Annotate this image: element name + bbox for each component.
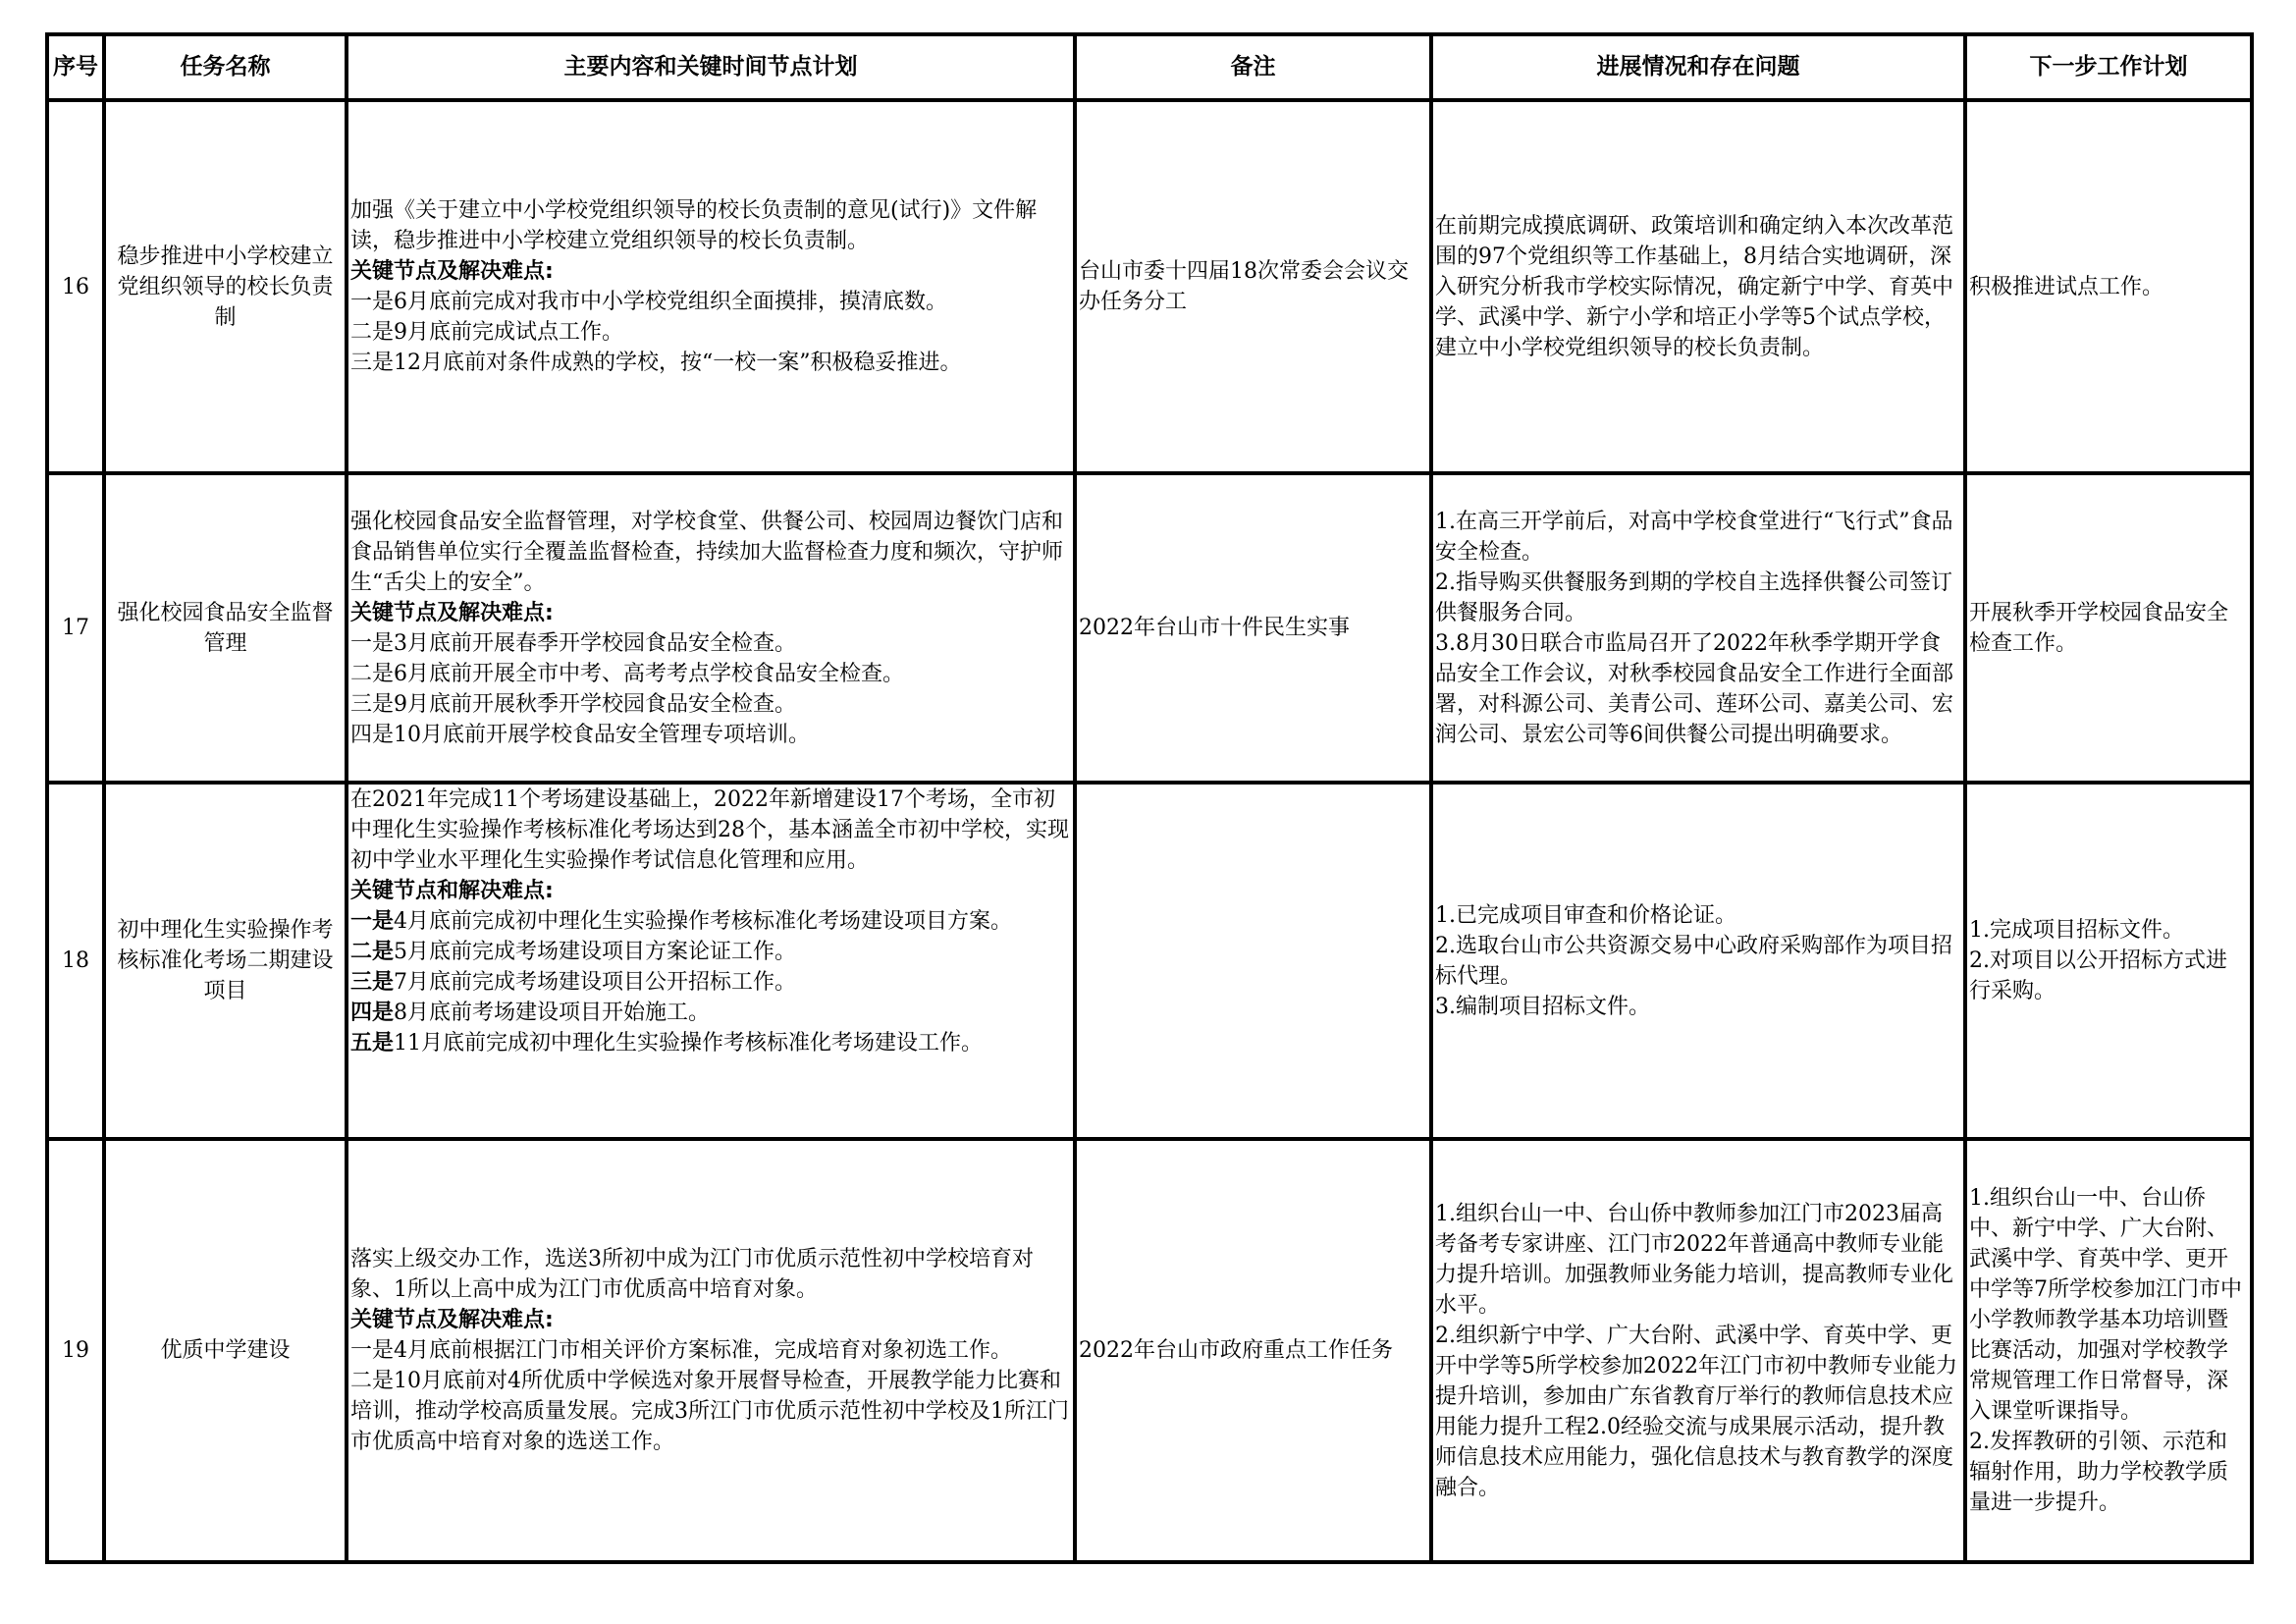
key-point-item: 二是10月底前对4所优质中学候选对象开展督导检查，开展教学能力比赛和培训，推动学校高质量发展。完成3所江门市优质示范性初中学校及1所江门市优质高中培育对象的选送工作。 bbox=[350, 1369, 1069, 1454]
cell-next-plan bbox=[1965, 1139, 2252, 1562]
cell-progress bbox=[1431, 783, 1965, 1139]
cell-next-plan bbox=[1965, 473, 2252, 783]
key-point-prefix: 二是 bbox=[350, 940, 395, 964]
next-plan-item: 积极推进试点工作。 bbox=[1969, 274, 2164, 299]
progress-item: 1.已完成项目审查和价格论证。 bbox=[1435, 902, 1736, 928]
cell-progress bbox=[1431, 473, 1965, 783]
cell-remarks: 2022年台山市十件民生实事 bbox=[1075, 473, 1431, 783]
key-point-prefix: 四是 bbox=[350, 1001, 395, 1025]
next-plan-item: 1.组织台山一中、台山侨中、新宁中学、广大台附、武溪中学、育英中学、更开中学等7所学校参加江门市中小学教师教学基本功培训暨比赛活动，加强对学校教学常规管理工作日常督导，深入课堂听课指导。 bbox=[1969, 1186, 2242, 1424]
cell-seq: 17 bbox=[47, 473, 104, 783]
cell-seq: 19 bbox=[47, 1139, 104, 1562]
key-point-text: 4月底前完成初中理化生实验操作考核标准化考场建设项目方案。 bbox=[394, 909, 1013, 934]
header-row bbox=[47, 34, 2252, 100]
key-point-item: 四是10月底前开展学校食品安全管理专项培训。 bbox=[350, 722, 810, 747]
key-point-text: 11月底前完成初中理化生实验操作考核标准化考场建设工作。 bbox=[394, 1031, 984, 1056]
cell-remarks: 2022年台山市政府重点工作任务 bbox=[1075, 1139, 1431, 1562]
next-plan-item: 2.发挥教研的引领、示范和辐射作用，助力学校教学质量进一步提升。 bbox=[1969, 1430, 2229, 1515]
header-next-plan: 下一步工作计划 bbox=[1965, 34, 2252, 100]
cell-next-plan bbox=[1965, 100, 2252, 473]
progress-item: 3.8月30日联合市监局召开了2022年秋季学期开学食品安全工作会议，对秋季校园食品安全工作进行全面部署，对科源公司、美青公司、莲环公司、嘉美公司、宏润公司、景宏公司等6间供餐公司提出明确要求。 bbox=[1435, 630, 1954, 747]
cell-seq: 18 bbox=[47, 783, 104, 1139]
header-remarks: 备注 bbox=[1075, 34, 1431, 100]
header-content: 主要内容和关键时间节点计划 bbox=[347, 34, 1075, 100]
table-row bbox=[47, 783, 2252, 1139]
key-point-prefix: 三是 bbox=[350, 970, 395, 995]
cell-content bbox=[347, 1139, 1075, 1562]
key-point-item: 二是9月底前完成试点工作。 bbox=[350, 320, 623, 345]
key-point-text: 5月底前完成考场建设项目方案论证工作。 bbox=[394, 940, 797, 964]
table-row bbox=[47, 1139, 2252, 1562]
key-point-item bbox=[350, 1028, 1071, 1058]
progress-item: 1.在高三开学前后，对高中学校食堂进行“飞行式”食品安全检查。 bbox=[1435, 509, 1953, 565]
cell-progress bbox=[1431, 100, 1965, 473]
table-row bbox=[47, 100, 2252, 473]
key-point-item bbox=[350, 967, 1071, 998]
cell-seq: 16 bbox=[47, 100, 104, 473]
progress-item: 2.选取台山市公共资源交易中心政府采购部作为项目招标代理。 bbox=[1435, 933, 1952, 989]
key-point-prefix: 五是 bbox=[350, 1031, 395, 1056]
progress-item: 在前期完成摸底调研、政策培训和确定纳入本次改革范围的97个党组织等工作基础上，8月结合实地调研，深入研究分析我市学校实际情况，确定新宁中学、育英中学、武溪中学、新宁小学和培正小学等5个试点学校，建立中小学校党组织领导的校长负责制。 bbox=[1435, 213, 1954, 360]
next-plan-item: 1.完成项目招标文件。 bbox=[1969, 918, 2184, 943]
key-point-item: 三是12月底前对条件成熟的学校，按“一校一案”积极稳妥推进。 bbox=[350, 351, 962, 375]
cell-progress bbox=[1431, 1139, 1965, 1562]
content-intro: 在2021年完成11个考场建设基础上，2022年新增建设17个考场，全市初中理化生实验操作考核标准化考场达到28个，基本涵盖全市初中学校，实现初中学业水平理化生实验操作考试信息化管理和应用。 bbox=[350, 787, 1069, 873]
cell-content bbox=[347, 783, 1075, 1139]
key-points-heading: 关键节点及解决难点: bbox=[350, 1308, 554, 1332]
next-plan-item: 开展秋季开学校园食品安全检查工作。 bbox=[1969, 600, 2229, 656]
key-point-item bbox=[350, 998, 1071, 1028]
progress-item: 1.组织台山一中、台山侨中教师参加江门市2023届高考备考专家讲座、江门市2022年普通高中教师专业能力提升培训。加强教师业务能力培训，提高教师专业化水平。 bbox=[1435, 1201, 1954, 1318]
content-intro: 加强《关于建立中小学校党组织领导的校长负责制的意见(试行)》文件解读，稳步推进中小学校建立党组织领导的校长负责制。 bbox=[350, 198, 1038, 253]
task-progress-table bbox=[45, 32, 2254, 1564]
key-point-item: 一是6月底前完成对我市中小学校党组织全面摸排，摸清底数。 bbox=[350, 290, 947, 314]
cell-task-name: 强化校园食品安全监督管理 bbox=[104, 473, 347, 783]
progress-item: 3.编制项目招标文件。 bbox=[1435, 994, 1650, 1019]
next-plan-item: 2.对项目以公开招标方式进行采购。 bbox=[1969, 948, 2227, 1003]
cell-content bbox=[347, 100, 1075, 473]
key-point-item: 一是3月底前开展春季开学校园食品安全检查。 bbox=[350, 630, 796, 656]
key-point-text: 8月底前考场建设项目开始施工。 bbox=[394, 1001, 711, 1025]
content-intro: 强化校园食品安全监督管理，对学校食堂、供餐公司、校园周边餐饮门店和食品销售单位实行全覆盖监督检查，持续加大监督检查力度和频次，守护师生“舌尖上的安全”。 bbox=[350, 509, 1064, 595]
cell-remarks: 台山市委十四届18次常委会会议交办任务分工 bbox=[1075, 100, 1431, 473]
cell-task-name: 初中理化生实验操作考核标准化考场二期建设项目 bbox=[104, 783, 347, 1139]
key-point-item bbox=[350, 937, 1071, 967]
cell-task-name: 优质中学建设 bbox=[104, 1139, 347, 1562]
key-point-item: 二是6月底前开展全市中考、高考考点学校食品安全检查。 bbox=[350, 661, 904, 686]
cell-task-name: 稳步推进中小学校建立党组织领导的校长负责制 bbox=[104, 100, 347, 473]
key-point-item bbox=[350, 906, 1071, 937]
key-point-item: 三是9月底前开展秋季开学校园食品安全检查。 bbox=[350, 691, 796, 717]
header-task-name: 任务名称 bbox=[104, 34, 347, 100]
cell-remarks bbox=[1075, 783, 1431, 1139]
key-point-text: 7月底前完成考场建设项目公开招标工作。 bbox=[394, 970, 797, 995]
cell-content bbox=[347, 473, 1075, 783]
progress-item: 2.组织新宁中学、广大台附、武溪中学、育英中学、更开中学等5所学校参加2022年江门市初中教师专业能力提升培训，参加由广东省教育厅举行的教师信息技术应用能力提升工程2.0经验交流与成果展示活动，提升教师信息技术应用能力，强化信息技术与教育教学的深度融合。 bbox=[1435, 1323, 1957, 1500]
header-progress: 进展情况和存在问题 bbox=[1431, 34, 1965, 100]
key-point-item: 一是4月底前根据江门市相关评价方案标准，完成培育对象初选工作。 bbox=[350, 1338, 1012, 1363]
key-points-heading: 关键节点和解决难点: bbox=[350, 879, 554, 903]
cell-next-plan bbox=[1965, 783, 2252, 1139]
key-point-prefix: 一是 bbox=[350, 909, 395, 934]
key-points-heading: 关键节点及解决难点: bbox=[350, 600, 554, 625]
content-intro: 落实上级交办工作，选送3所初中成为江门市优质示范性初中学校培育对象、1所以上高中成为江门市优质高中培育对象。 bbox=[350, 1247, 1034, 1302]
table-row bbox=[47, 473, 2252, 783]
header-seq: 序号 bbox=[47, 34, 104, 100]
key-points-heading: 关键节点及解决难点: bbox=[350, 259, 554, 284]
progress-item: 2.指导购买供餐服务到期的学校自主选择供餐公司签订供餐服务合同。 bbox=[1435, 569, 1952, 625]
